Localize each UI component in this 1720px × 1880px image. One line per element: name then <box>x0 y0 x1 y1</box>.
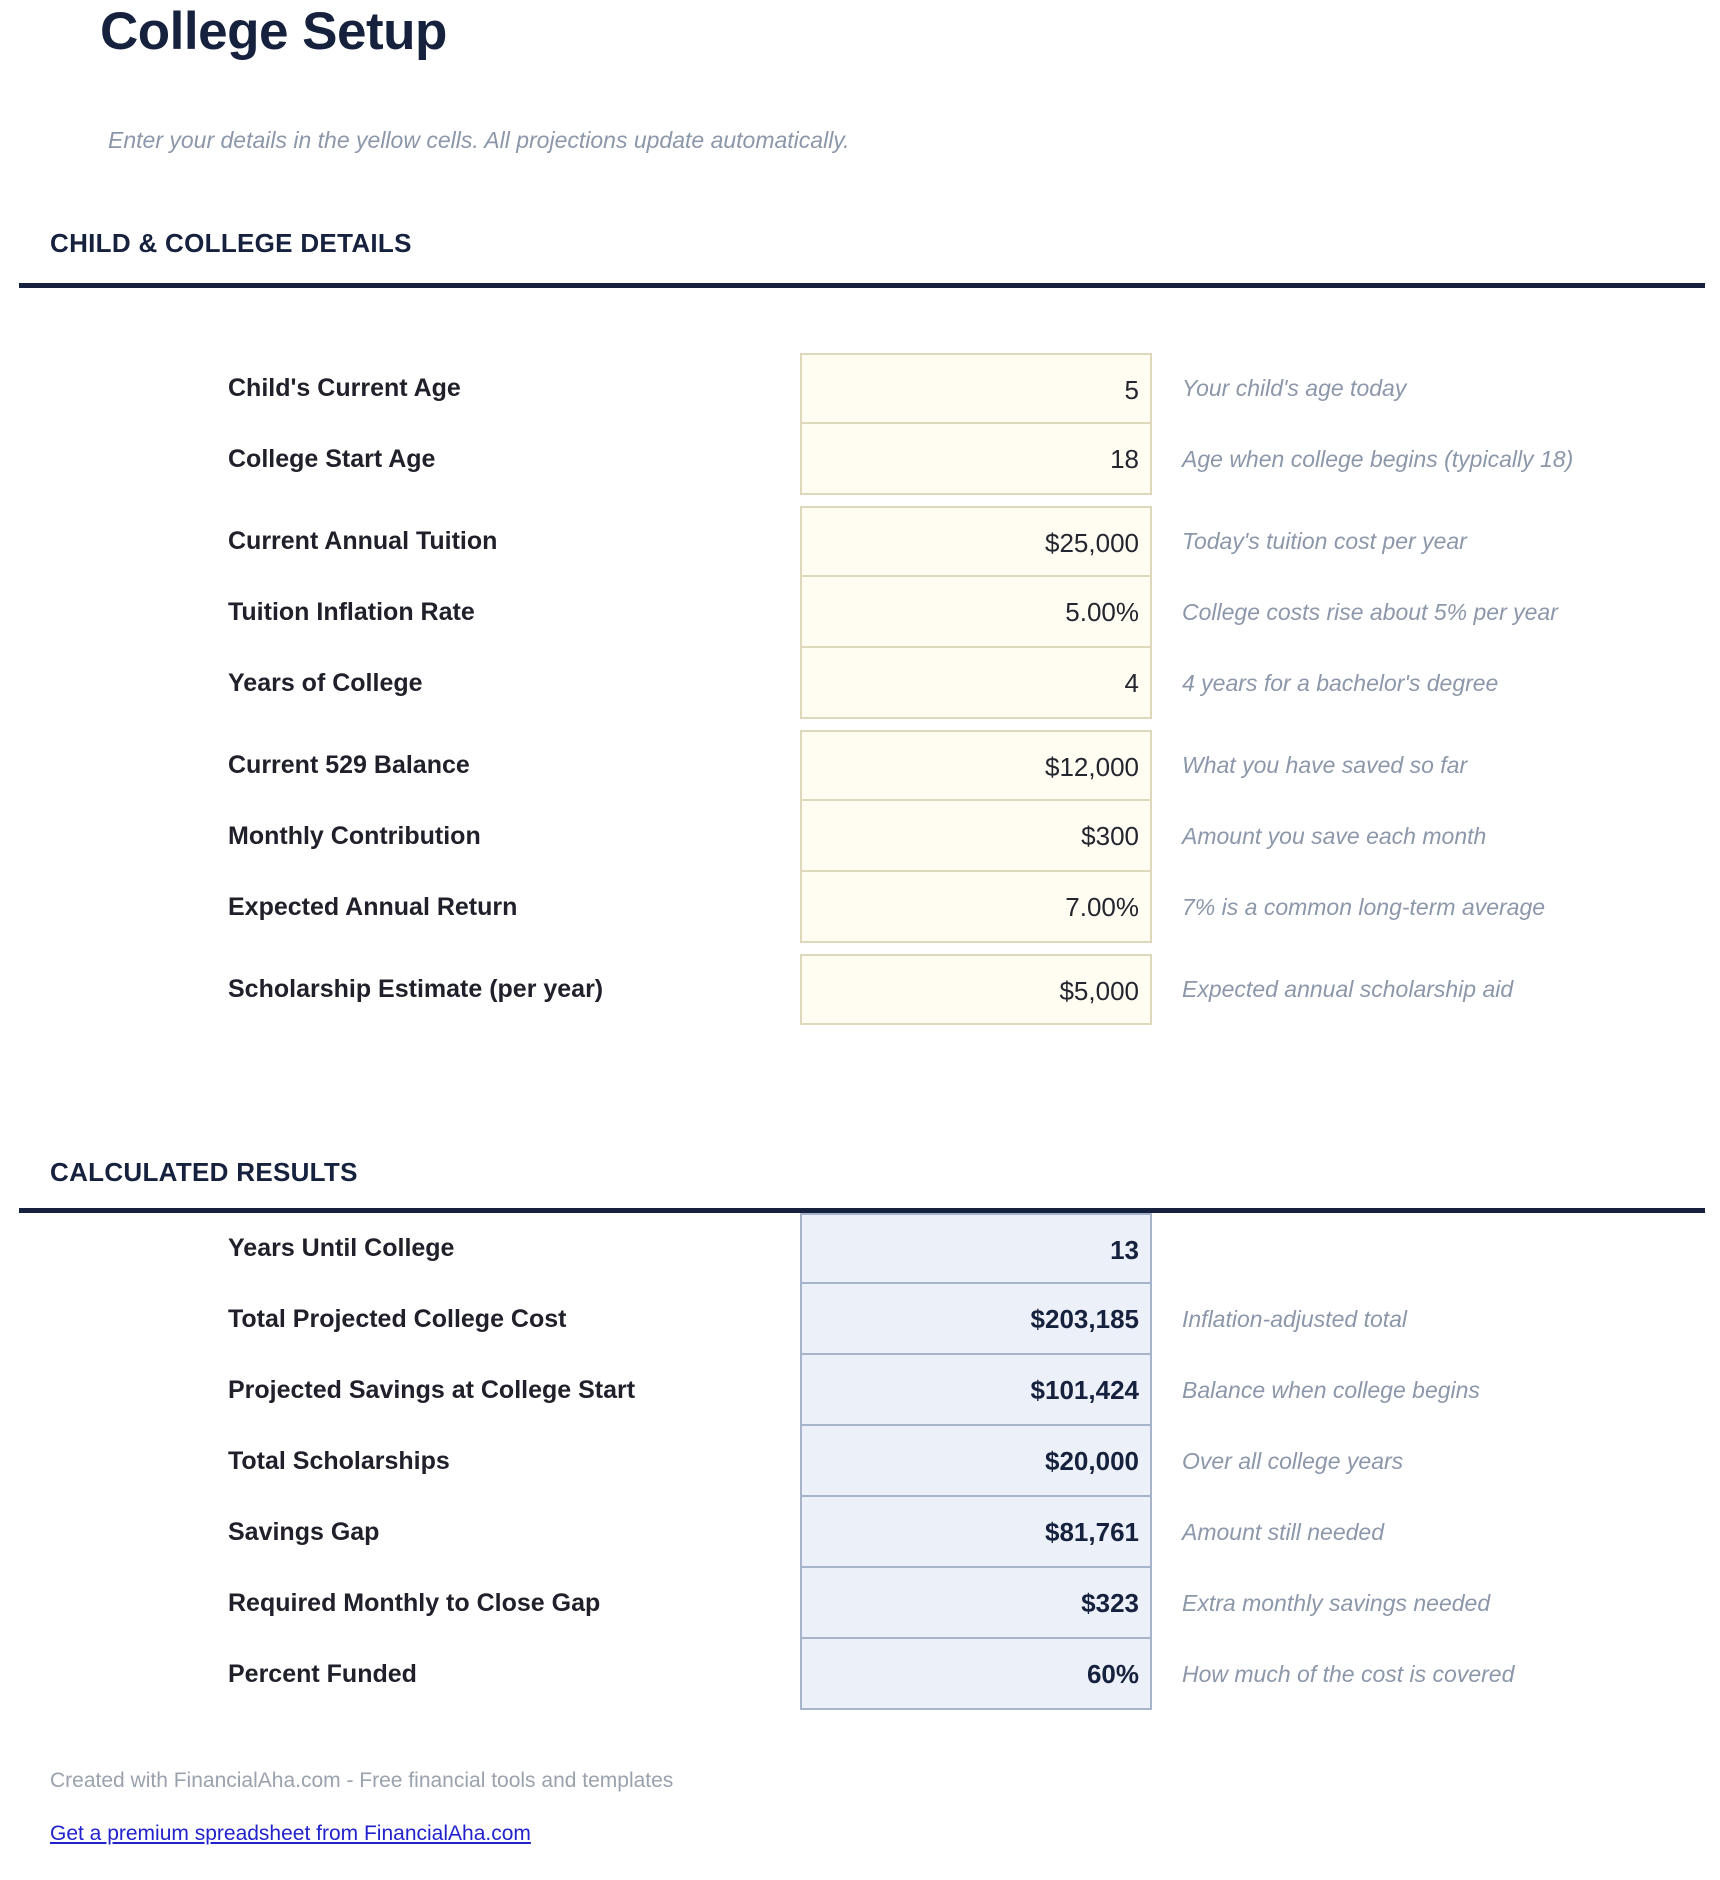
input-value: 7.00% <box>1065 892 1139 922</box>
result-value: $20,000 <box>1045 1446 1139 1476</box>
section-divider-details <box>19 283 1705 288</box>
result-row-percent-funded <box>0 1639 1720 1710</box>
input-value: 18 <box>1110 444 1139 474</box>
result-cell-total-scholarships <box>800 1426 1152 1497</box>
row-hint: Today's tuition cost per year <box>1182 528 1467 554</box>
row-hint: 4 years for a bachelor's degree <box>1182 670 1499 696</box>
result-value: 60% <box>1086 1659 1139 1689</box>
result-row-projected-savings-at-college-start <box>0 1355 1720 1426</box>
section-heading-child-college-details: CHILD & COLLEGE DETAILS <box>50 228 412 258</box>
input-cell-current-annual-tuition[interactable] <box>800 506 1152 577</box>
row-hint: Over all college years <box>1182 1448 1404 1474</box>
row-hint: Your child's age today <box>1182 375 1407 401</box>
result-cell-years-until-college <box>800 1213 1152 1284</box>
input-cell-college-start-age[interactable] <box>800 424 1152 495</box>
row-label: Tuition Inflation Rate <box>228 598 475 626</box>
input-row-monthly-contribution[interactable] <box>0 801 1720 872</box>
input-cell-childs-current-age[interactable] <box>800 353 1152 424</box>
result-cell-percent-funded <box>800 1639 1152 1710</box>
input-cell-monthly-contribution[interactable] <box>800 801 1152 872</box>
row-hint: Extra monthly savings needed <box>1182 1590 1491 1616</box>
row-hint: 7% is a common long-term average <box>1182 894 1546 920</box>
result-row-total-projected-college-cost <box>0 1284 1720 1355</box>
row-label: Projected Savings at College Start <box>228 1376 636 1404</box>
row-hint: Age when college begins (typically 18) <box>1182 446 1574 472</box>
row-label: Total Projected College Cost <box>228 1305 567 1333</box>
row-hint: Amount still needed <box>1182 1519 1385 1545</box>
result-row-required-monthly-to-close-gap <box>0 1568 1720 1639</box>
row-label: Monthly Contribution <box>228 822 481 850</box>
row-label: Percent Funded <box>228 1660 417 1688</box>
input-value: $5,000 <box>1059 976 1139 1006</box>
result-row-savings-gap <box>0 1497 1720 1568</box>
input-cell-current-529-balance[interactable] <box>800 730 1152 801</box>
section-heading-calculated-results: CALCULATED RESULTS <box>50 1157 358 1187</box>
row-hint: Inflation-adjusted total <box>1182 1306 1408 1332</box>
row-label: Required Monthly to Close Gap <box>228 1589 601 1617</box>
row-label: Current Annual Tuition <box>228 527 498 555</box>
input-cell-scholarship-estimate[interactable] <box>800 954 1152 1025</box>
result-row-years-until-college <box>0 1213 1720 1284</box>
row-hint: Amount you save each month <box>1182 823 1487 849</box>
row-label: Years Until College <box>228 1234 455 1262</box>
result-value: $81,761 <box>1045 1517 1139 1547</box>
input-row-years-of-college[interactable] <box>0 648 1720 719</box>
input-row-current-annual-tuition[interactable] <box>0 506 1720 577</box>
input-value: $25,000 <box>1045 528 1139 558</box>
row-hint: Balance when college begins <box>1182 1377 1480 1403</box>
row-hint: Expected annual scholarship aid <box>1182 976 1514 1002</box>
row-label: Savings Gap <box>228 1518 380 1546</box>
row-label: Scholarship Estimate (per year) <box>228 975 604 1003</box>
input-row-expected-annual-return[interactable] <box>0 872 1720 943</box>
input-value: $12,000 <box>1045 752 1139 782</box>
input-value: 5 <box>1124 375 1139 405</box>
input-value: $300 <box>1081 821 1139 851</box>
result-value: 13 <box>1110 1235 1139 1265</box>
result-cell-required-monthly-to-close-gap <box>800 1568 1152 1639</box>
row-label: Child's Current Age <box>228 374 461 402</box>
row-label: Expected Annual Return <box>228 893 518 921</box>
result-cell-projected-savings-at-college-start <box>800 1355 1152 1426</box>
result-value: $203,185 <box>1030 1304 1139 1334</box>
premium-spreadsheet-link[interactable]: Get a premium spreadsheet from FinancialAha.com <box>50 1822 531 1845</box>
input-value: 5.00% <box>1065 597 1139 627</box>
input-row-childs-current-age[interactable] <box>0 353 1720 424</box>
row-hint: College costs rise about 5% per year <box>1182 599 1558 625</box>
row-label: Current 529 Balance <box>228 751 470 779</box>
result-cell-total-projected-college-cost <box>800 1284 1152 1355</box>
row-label: College Start Age <box>228 445 436 473</box>
result-value: $101,424 <box>1030 1375 1139 1405</box>
result-cell-savings-gap <box>800 1497 1152 1568</box>
row-hint: What you have saved so far <box>1182 752 1468 778</box>
page-title: College Setup <box>100 2 447 61</box>
input-cell-years-of-college[interactable] <box>800 648 1152 719</box>
result-value: $323 <box>1081 1588 1139 1618</box>
input-row-scholarship-estimate[interactable] <box>0 954 1720 1025</box>
row-hint: How much of the cost is covered <box>1182 1661 1515 1687</box>
input-row-current-529-balance[interactable] <box>0 730 1720 801</box>
input-cell-tuition-inflation-rate[interactable] <box>800 577 1152 648</box>
row-label: Years of College <box>228 669 423 697</box>
footer-note: Created with FinancialAha.com - Free financial tools and templates <box>50 1769 674 1792</box>
input-row-tuition-inflation-rate[interactable] <box>0 577 1720 648</box>
row-label: Total Scholarships <box>228 1447 450 1475</box>
result-row-total-scholarships <box>0 1426 1720 1497</box>
page-subtitle: Enter your details in the yellow cells. All projections update automatically. <box>108 127 850 153</box>
input-cell-expected-annual-return[interactable] <box>800 872 1152 943</box>
input-row-college-start-age[interactable] <box>0 424 1720 495</box>
input-value: 4 <box>1124 668 1139 698</box>
